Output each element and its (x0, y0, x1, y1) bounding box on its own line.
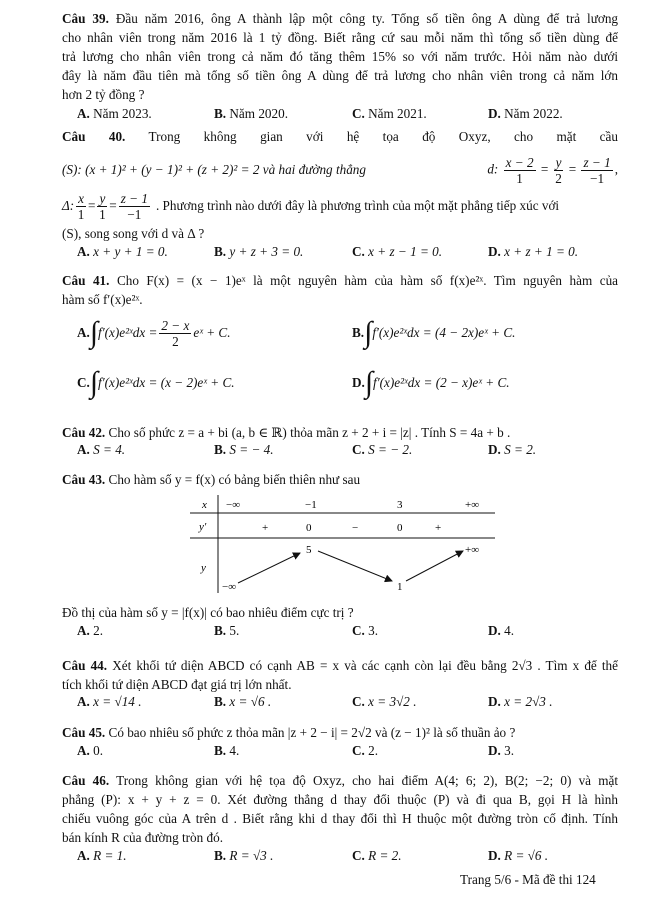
option-d: D. R = √6 . (488, 848, 549, 863)
question-number: Câu 39. (62, 11, 109, 26)
option-a: A. x = √14 . (77, 694, 142, 709)
yprime-sign: + (435, 522, 442, 534)
option-a: A. x + y + 1 = 0. (77, 244, 168, 259)
option-c: C. 2. (352, 743, 379, 758)
variation-table (190, 495, 495, 593)
question-text: tích khối tứ diện ABCD đạt giá trị lớn nhất. (62, 677, 292, 692)
y-value: −∞ (222, 581, 237, 593)
options-46 (77, 848, 617, 867)
integral-symbol: ∫ (364, 316, 373, 349)
question-number: Câu 45. (62, 725, 106, 740)
yprime-zero: 0 (397, 522, 403, 534)
options-39 (77, 106, 617, 125)
sphere-equation: (S): (x + 1)² + (y − 1)² + (z + 2)² = 2 và hai đường thẳng (62, 162, 366, 177)
option-b: B. Năm 2020. (214, 106, 288, 121)
options-40 (77, 244, 617, 263)
question-text: Đầu năm 2016, ông A thành lập một công ty. Tổng số tiền ông A dùng để trả lương (115, 11, 619, 26)
option-b: B. 5. (214, 623, 240, 638)
question-text: đây là năm đầu tiên mà tổng số tiền ông A dùng để trả lương cho nhân viên trong cả năm lớn (62, 68, 618, 83)
x-value: −1 (305, 499, 317, 511)
table-y-label: y (201, 562, 206, 574)
option-a: A. Năm 2023. (77, 106, 152, 121)
question-number: Câu 41. (62, 273, 110, 288)
question-text: Trong không gian với hệ tọa độ Oxyz, cho mặt cầu (148, 129, 618, 144)
question-text: hơn 2 tỷ đồng ? (62, 87, 145, 102)
integral-symbol: ∫ (89, 366, 99, 399)
option-b: B. S = − 4. (214, 442, 274, 457)
option-d: D. ∫ f′(x)e²ˣdx = (2 − x)eˣ + C. (352, 366, 510, 399)
question-number: Câu 44. (62, 658, 108, 673)
question-text: Cho số phức z = a + bi (a, b ∈ ℝ) thỏa mãn z + 2 + i = |z| . Tính S = 4a + b . (108, 425, 511, 440)
question-text: . Phương trình nào dưới đây là phương trình của một mặt phẳng tiếp xúc với (155, 198, 560, 213)
option-b: B. y + z + 3 = 0. (214, 244, 304, 259)
question-text: Cho hàm số y = f(x) có bảng biến thiên như sau (108, 472, 361, 487)
increase-arrow (238, 553, 300, 583)
option-c: C. R = 2. (352, 848, 402, 863)
options-42 (77, 442, 617, 461)
x-value: −∞ (226, 499, 241, 511)
yprime-sign: − (352, 522, 359, 534)
option-a: A. S = 4. (77, 442, 126, 457)
question-text: bán kính R của đường tròn đó. (62, 830, 223, 845)
y-value: 1 (397, 581, 403, 593)
question-43 (62, 470, 618, 489)
integral-symbol: ∫ (89, 316, 99, 349)
question-44 (62, 656, 618, 694)
table-x-label: x (202, 499, 207, 511)
question-45 (62, 723, 618, 742)
question-text: (S), song song với d và Δ ? (62, 226, 205, 241)
question-number: Câu 40. (62, 129, 126, 144)
option-c: C. x = 3√2 . (352, 694, 417, 709)
question-text: Trong không gian với hệ tọa độ Oxyz, cho hai điểm A(4; 6; 2), B(2; −2; 0) và mặt (116, 773, 619, 788)
option-c: C. ∫ f′(x)e²ˣdx = (x − 2)eˣ + C. (77, 366, 235, 399)
question-41 (62, 271, 618, 309)
option-a: A. 0. (77, 743, 104, 758)
option-d: D. x = 2√3 . (488, 694, 553, 709)
yprime-zero: 0 (306, 522, 312, 534)
option-b: B. R = √3 . (214, 848, 274, 863)
question-number: Câu 46. (62, 773, 110, 788)
option-d: D. S = 2. (488, 442, 537, 457)
option-c: C. S = − 2. (352, 442, 413, 457)
option-a: A. R = 1. (77, 848, 127, 863)
question-text: Cho F(x) = (x − 1)eˣ là một nguyên hàm của hàm số f(x)e²ˣ. Tìm nguyên hàm của (116, 273, 619, 288)
decrease-arrow (318, 551, 392, 581)
y-value: 5 (306, 544, 312, 556)
line-delta-label: Δ: (62, 198, 75, 213)
question-text: hàm số f′(x)e²ˣ. (62, 292, 143, 307)
option-a: A. 2. (77, 623, 104, 638)
question-46 (62, 771, 618, 847)
increase-arrow (406, 551, 463, 581)
table-yprime-label: y′ (199, 521, 207, 533)
question-text: Xét khối tứ diện ABCD có cạnh AB = x và các cạnh còn lại đều bằng 2√3 . Tìm x để thể (112, 658, 619, 673)
question-text: cho nhân viên trong năm 2016 là 1 tỷ đồng. Biết rằng cứ sau mỗi năm thì tổng số tiền dùng để (62, 30, 618, 45)
question-text: Có bao nhiêu số phức z thỏa mãn |z + 2 − i| = 2√2 và (z − 1)² là số thuần ảo ? (108, 725, 516, 740)
option-b: B. 4. (214, 743, 240, 758)
yprime-sign: + (262, 522, 269, 534)
line-d-label: d: (487, 161, 499, 177)
option-b: B. ∫ f′(x)e²ˣdx = (4 − 2x)eˣ + C. (352, 316, 516, 349)
question-39 (62, 9, 618, 104)
x-value: 3 (397, 499, 403, 511)
question-40-line2: (S): (x + 1)² + (y − 1)² + (z + 2)² = 2 và hai đường thẳng d: $\frac{x - 2}{1}$ = $\frac{y}{2}$ = $\frac{z - 1}{-1}$ , (62, 154, 618, 186)
page-footer: Trang 5/6 - Mã đề thi 124 (460, 872, 596, 887)
option-a: A. ∫ f′(x)e²ˣdx = $\frac{2 - x}{2}$ eˣ + C. (77, 316, 231, 349)
options-43 (77, 623, 617, 642)
option-d: D. Năm 2022. (488, 106, 563, 121)
option-b: B. x = √6 . (214, 694, 272, 709)
y-value: +∞ (465, 544, 480, 556)
options-45 (77, 743, 617, 762)
option-c: C. Năm 2021. (352, 106, 427, 121)
option-d: D. 3. (488, 743, 515, 758)
integral-symbol: ∫ (364, 366, 374, 399)
question-40 (62, 127, 618, 146)
question-42 (62, 423, 618, 442)
question-text: phẳng (P): x + y + z = 0. Xét đường thẳng d thay đổi thuộc (P) và đi qua B, gọi H là hình (62, 792, 618, 807)
option-c: C. 3. (352, 623, 379, 638)
question-text: chiếu vuông góc của A trên d . Biết rằng khi d thay đổi thì H thuộc một đường tròn cố định. Tính (62, 811, 618, 826)
x-value: +∞ (465, 499, 480, 511)
question-text: Đồ thị của hàm số y = |f(x)| có bao nhiêu điểm cực trị ? (62, 605, 354, 620)
question-text: trả lương cho nhân viên trong cả năm đó tăng thêm 15% so với năm trước. Hỏi năm nào dưới (62, 49, 618, 64)
question-number: Câu 43. (62, 472, 106, 487)
option-d: D. x + z + 1 = 0. (488, 244, 579, 259)
question-40-line3: Δ: $\frac{x}{1}$ = $\frac{y}{1}$ = $\frac{z - 1}{-1}$ . Phương trình nào dưới đây là phương trình của một mặt phẳng tiếp xúc với (62, 190, 560, 222)
question-number: Câu 42. (62, 425, 106, 440)
option-d: D. 4. (488, 623, 515, 638)
options-44 (77, 694, 617, 713)
option-c: C. x + z − 1 = 0. (352, 244, 443, 259)
